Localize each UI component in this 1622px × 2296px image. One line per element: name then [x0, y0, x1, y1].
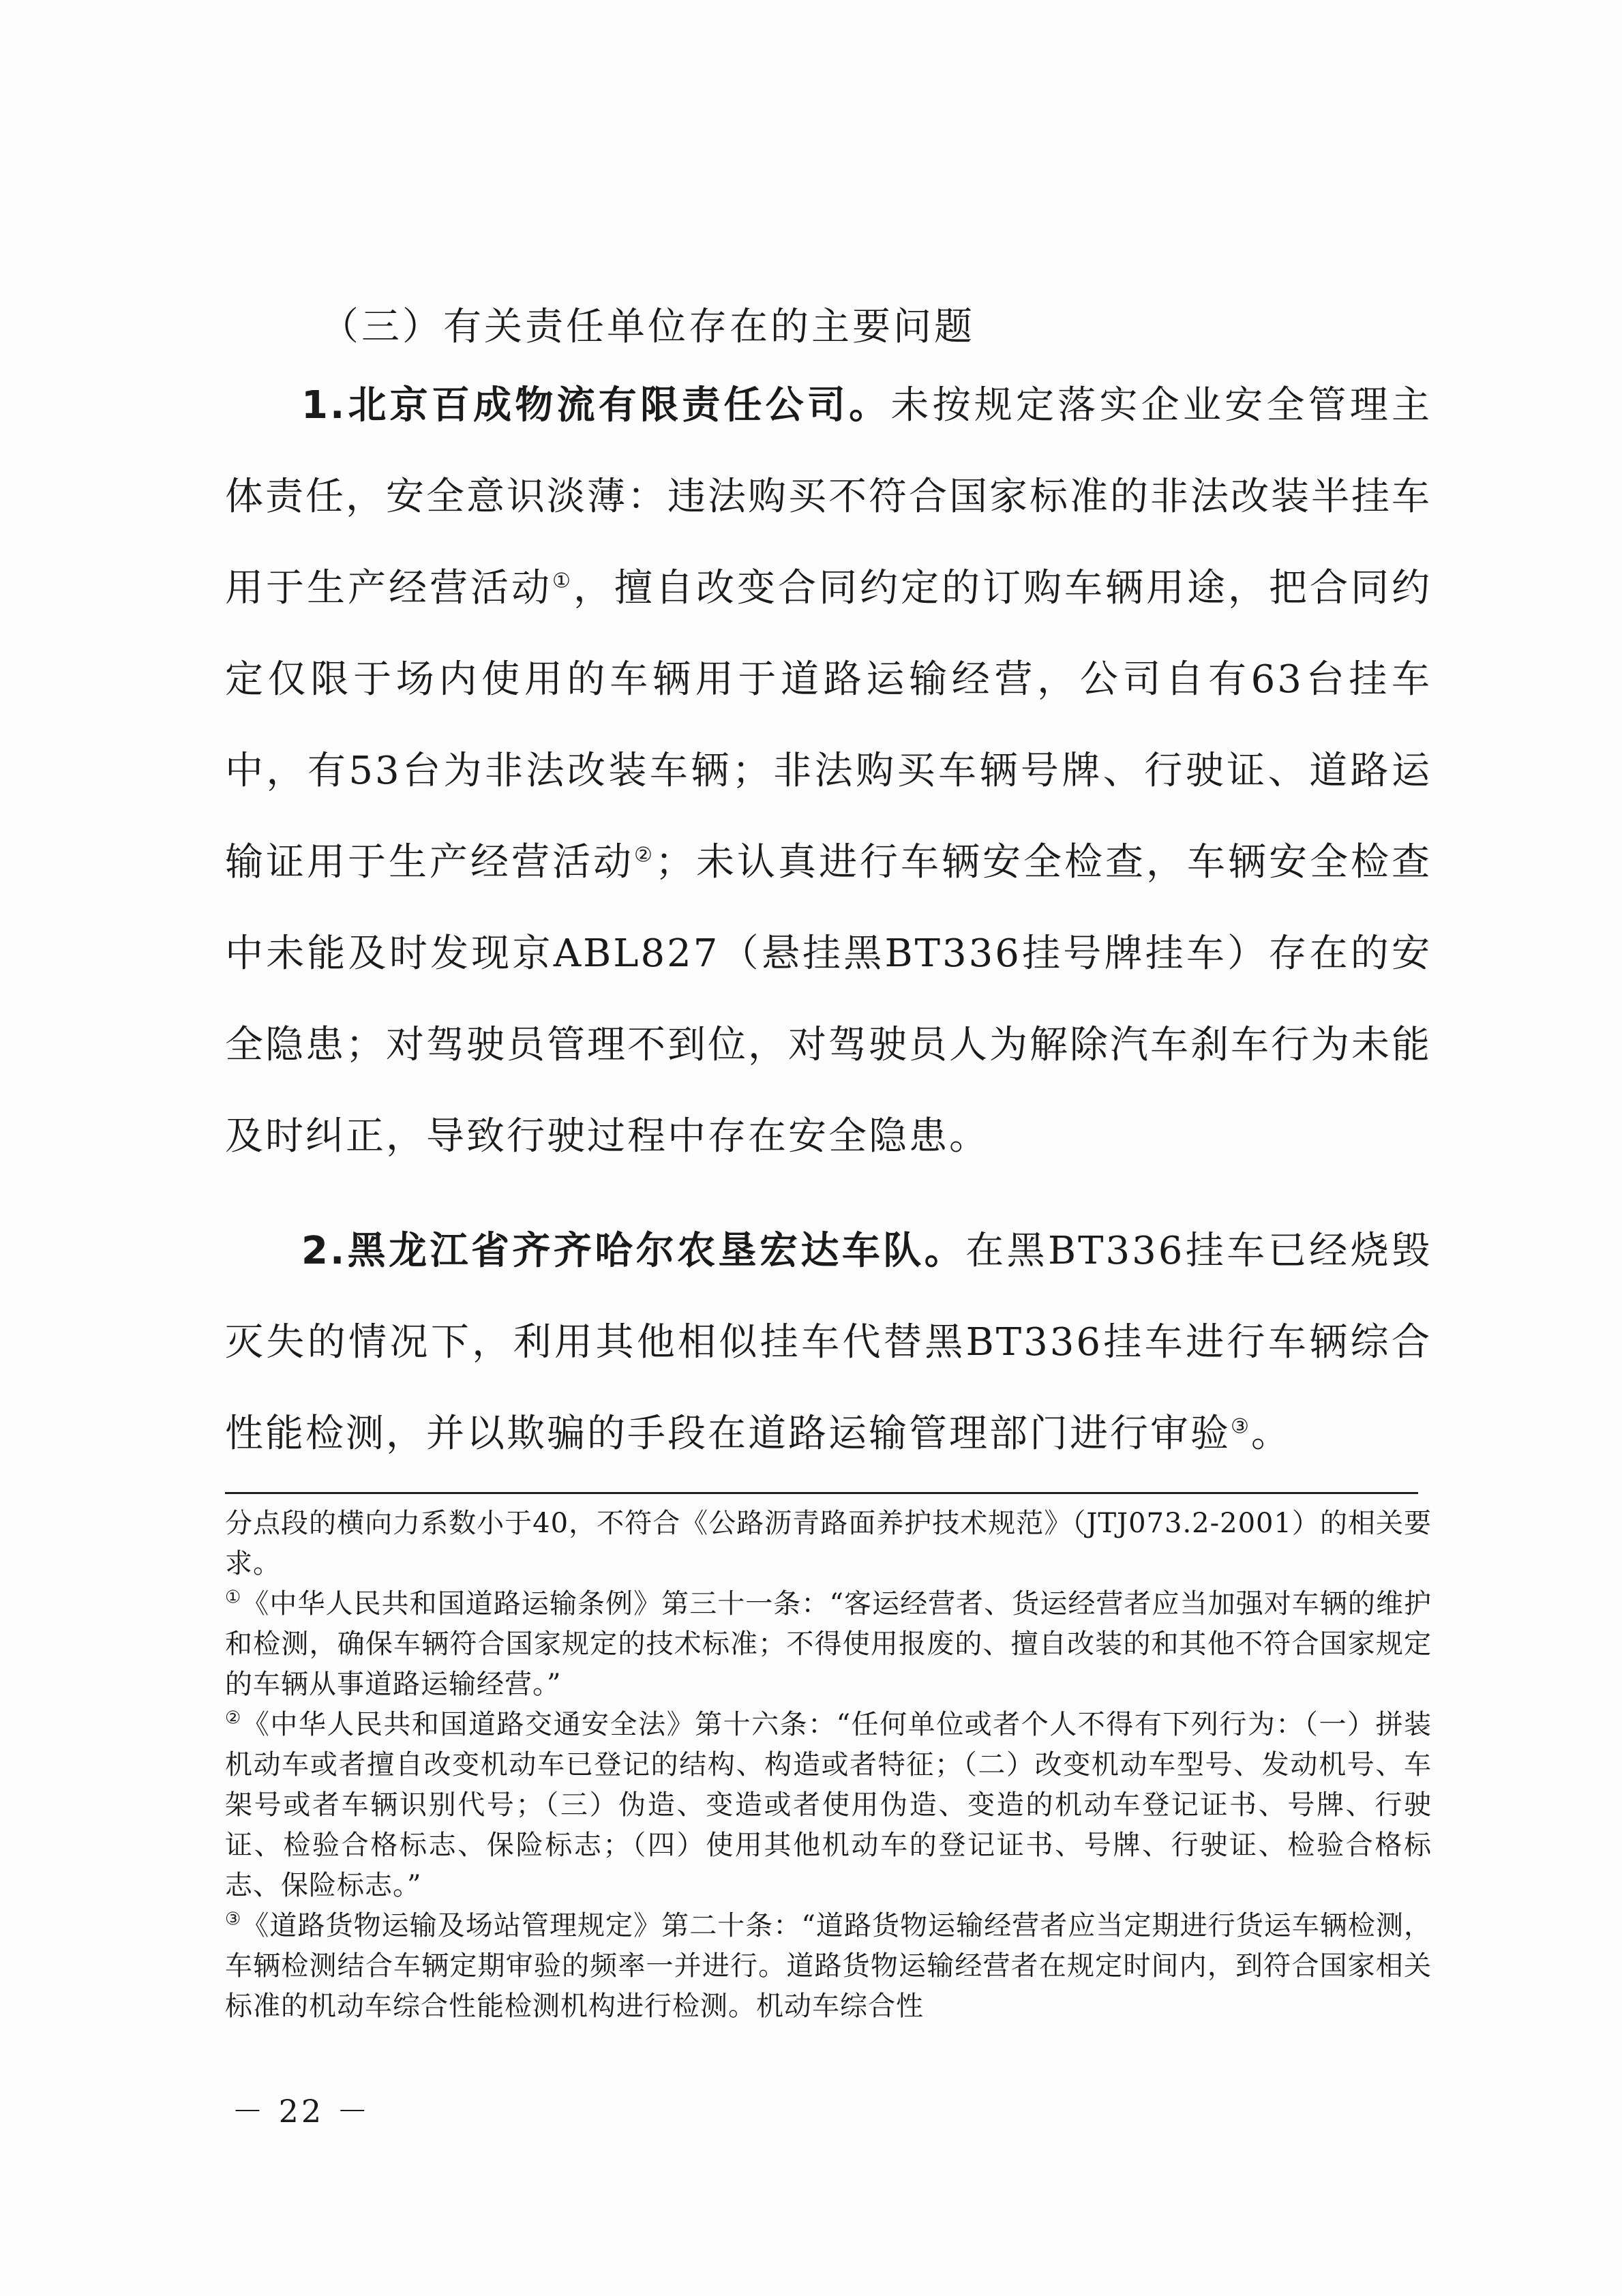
footnote-item — [225, 1705, 1432, 1906]
footnote-text: 《中华人民共和国道路交通安全法》第十六条：“任何单位或者个人不得有下列行为：（一）拼装机动车或者擅自改变机动车已登记的结构、构造或者特征；（二）改变机动车型号、发动机号、车架号或者车辆识别代号；（三）伪造、变造或者使用伪造、变造的机动车登记证书、号牌、行驶证、检验合格标志、保险标志；（四）使用其他机动车的登记证书、号牌、行驶证、检验合格标志、保险标志。” — [225, 1709, 1432, 1901]
footnote-mark: ③ — [225, 1909, 242, 1930]
footnote-reference[interactable]: ③ — [1231, 1414, 1251, 1439]
paragraph-text: 。 — [1250, 1412, 1291, 1456]
footnote-continuation: 分点段的横向力系数小于40，不符合《公路沥青路面养护技术规范》（JTJ073.2-2001）的相关要求。 — [225, 1508, 1432, 1579]
footnote-item — [225, 1584, 1432, 1705]
paragraph-text: 未按规定落实企业安全管理主体责任，安全意识淡薄：违法购买不符合国家标准的非法改装半挂车用于生产经营活动 — [225, 383, 1432, 610]
page-number: － 22 － — [232, 2093, 371, 2130]
footnote-mark: ① — [225, 1587, 242, 1608]
footnotes — [225, 1504, 1432, 2027]
footnote-mark: ② — [225, 1708, 242, 1729]
paragraph-lead: 2.黑龙江省齐齐哈尔农垦宏达车队。 — [301, 1229, 966, 1273]
paragraph-lead: 1.北京百成物流有限责任公司。 — [301, 383, 891, 428]
footnote-divider — [225, 1492, 1418, 1494]
footnote-reference[interactable]: ① — [552, 569, 573, 593]
paragraph-text: ，擅自改变合同约定的订购车辆用途，把合同约定仅限于场内使用的车辆用于道路运输经营，公司自有63台挂车中，有53台为非法改装车辆；非法购买车辆号牌、行驶证、道路运输证用于生产经营活动 — [225, 566, 1432, 884]
footnote-text: 《中华人民共和国道路运输条例》第三十一条：“客运经营者、货运经营者应当加强对车辆的维护和检测，确保车辆符合国家规定的技术标准；不得使用报废的、擅自改装的和其他不符合国家规定的车辆从事道路运输经营。” — [225, 1588, 1432, 1700]
footnote-item — [225, 1906, 1432, 2027]
footnote-reference[interactable]: ② — [634, 843, 655, 867]
footnote-text: 《道路货物运输及场站管理规定》第二十条：“道路货物运输经营者应当定期进行货运车辆检测，车辆检测结合车辆定期审验的频率一并进行。道路货物运输经营者在规定时间内，到符合国家相关标准的机动车综合性能检测机构进行检测。机动车综合性 — [225, 1910, 1432, 2022]
section-heading: （三）有关责任单位存在的主要问题 — [320, 305, 975, 349]
paragraph-heilongjiang-hongda — [225, 1206, 1432, 1480]
paragraph-beijing-baicheng — [225, 360, 1432, 1182]
paragraph-text: 在黑BT336挂车已经烧毁灭失的情况下，利用其他相似挂车代替黑BT336挂车进行车辆综合性能检测，并以欺骗的手段在道路运输管理部门进行审验 — [225, 1229, 1432, 1456]
paragraph-text: ；未认真进行车辆安全检查，车辆安全检查中未能及时发现京ABL827（悬挂黑BT336挂号牌挂车）存在的安全隐患；对驾驶员管理不到位，对驾驶员人为解除汽车刹车行为未能及时纠正，导致行驶过程中存在安全隐患。 — [225, 840, 1432, 1159]
